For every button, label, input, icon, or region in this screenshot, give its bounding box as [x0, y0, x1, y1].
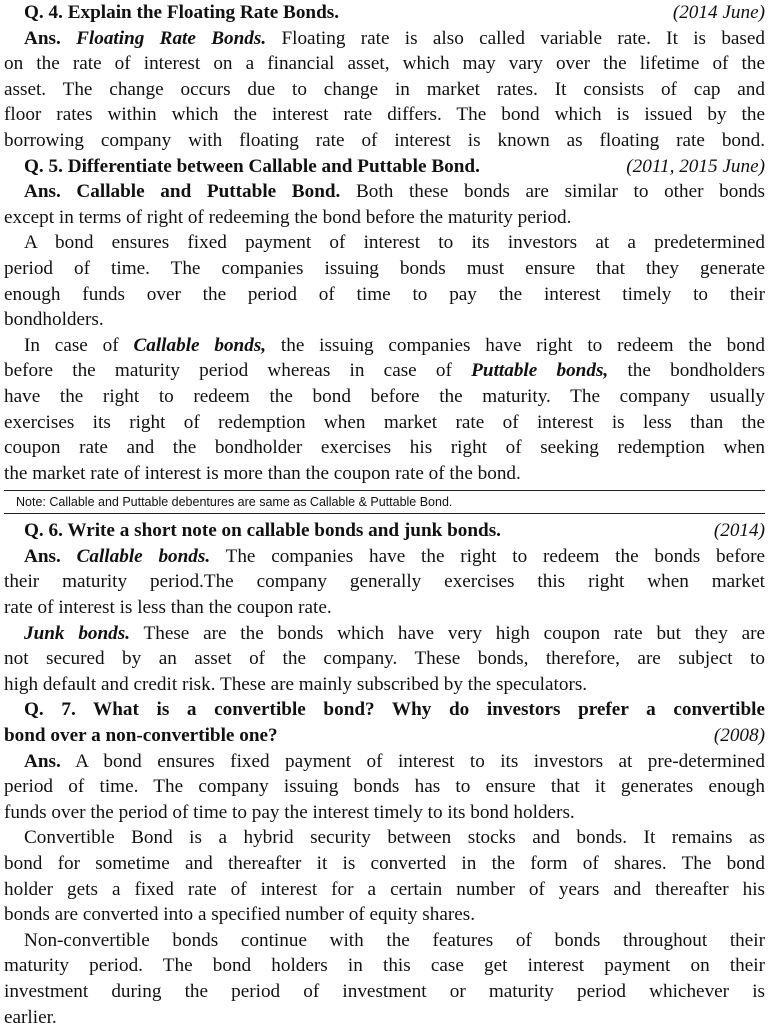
q4-ans-prefix: Ans. — [24, 27, 61, 49]
q4-answer-line-4: floor rates within which the interest rate differs. The bond which is issued by the — [4, 104, 765, 126]
q5-p3-l1-a: In case of — [24, 334, 119, 356]
q6-answer-line-3: rate of interest is less than the coupon rate. — [4, 597, 332, 619]
q7-para3-line-2: maturity period. The bond holders in this case get interest payment on their — [4, 955, 765, 977]
q6-ans-prefix: Ans. — [24, 545, 61, 567]
puttable-term: Puttable bonds, — [471, 360, 609, 382]
q5-para3-line-6: the market rate of interest is more than the coupon rate of the bond. — [4, 462, 521, 484]
q4-year: (2014 June) — [672, 2, 765, 23]
q5-answer-line-1 — [4, 179, 765, 205]
q7-year: (2008) — [713, 725, 765, 747]
q6-question-line — [4, 518, 765, 544]
q6-answer-line-2: their maturity period.The company generally exercises this right when market — [4, 571, 765, 593]
q5-para3-line-2 — [4, 358, 765, 384]
q5-line-1-rest: Both these bonds are similar to other bonds — [356, 181, 765, 203]
q5-year: (2011, 2015 June) — [626, 155, 765, 177]
q5-question: Q. 5. Differentiate between Callable and Puttable Bond. — [24, 155, 480, 177]
q6-question: Q. 6. Write a short note on callable bonds and junk bonds. — [24, 520, 501, 542]
note-box: Note: Callable and Puttable debentures are same as Callable & Puttable Bond. — [4, 490, 765, 514]
q6-term-junk: Junk bonds. — [24, 622, 131, 644]
q6-para2-line-2: not secured by an asset of the company. These bonds, therefore, are subject to — [4, 648, 765, 670]
q5-answer-line-2: except in terms of right of redeeming the bond before the maturity period. — [4, 206, 572, 228]
q4-question-line — [4, 0, 765, 26]
q7-para3-line-3: investment during the period of investment or maturity period whichever is — [4, 980, 765, 1002]
q4-answer-line-1 — [4, 26, 765, 52]
q4-answer-line-3: asset. The change occurs due to change in market rates. It consists of cap and — [4, 78, 765, 100]
q6-p2-line-1-rest: These are the bonds which have very high coupon rate but they are — [143, 622, 765, 644]
q5-para3-line-5: coupon rate and the bondholder exercises his right of seeking redemption when — [4, 437, 765, 459]
q7-answer-line-2: period of time. The company issuing bonds has to ensure that it generates enough — [4, 776, 765, 798]
q7-answer-line-1 — [4, 749, 765, 775]
q7-para2-line-2: bond for sometime and thereafter it is converted in the form of shares. The bond — [4, 853, 765, 874]
q5-para3-line-1 — [4, 333, 765, 359]
q7-line-1-rest: A bond ensures fixed payment of interest to its investors at pre-determined — [75, 750, 765, 772]
q6-para2-line-1 — [4, 621, 765, 647]
q6-para2-line-3: high default and credit risk. These are mainly subscribed by the speculators. — [4, 673, 588, 695]
q7-answer-line-3: funds over the period of time to pay the interest timely to its bond holders. — [4, 801, 575, 823]
q5-para2-line-3: enough funds over the period of time to pay the interest timely to their — [4, 283, 765, 305]
callable-term: Callable bonds, — [133, 334, 267, 356]
q7-para2-line-4: bonds are converted into a specified number of equity shares. — [4, 904, 476, 926]
q7-question-line-2 — [4, 723, 765, 749]
q7-para3-line-1: Non-convertible bonds continue with the features of bonds throughout their — [24, 929, 765, 951]
q4-answer-line-5: borrowing company with floating rate of interest is known as floating rate bond. — [4, 129, 765, 151]
q5-para2-line-4: bondholders. — [4, 309, 104, 331]
q5-para3-line-3: have the right to redeem the bond before the maturity. The company usually — [4, 385, 765, 407]
q7-para2-line-3: holder gets a fixed rate of interest for a certain number of years and thereafter his — [4, 878, 765, 900]
q4-answer-line-2: on the rate of interest on a financial asset, which may vary over the lifetime of the — [4, 53, 765, 75]
q5-para2-line-2: period of time. The companies issuing bonds must ensure that they generate — [4, 257, 765, 279]
q7-para2-line-1: Convertible Bond is a hybrid security between stocks and bonds. It remains as — [24, 827, 765, 849]
q6-line-1-rest: The companies have the right to redeem the bonds before — [225, 545, 765, 567]
q5-p3-l2-b: the bondholders — [627, 360, 765, 382]
q4-line-1-rest: Floating rate is also called variable rate. It is based — [281, 27, 765, 49]
q5-p3-l1-b: the issuing companies have right to redeem the bond — [280, 334, 765, 356]
q5-ans-head: Ans. Callable and Puttable Bond. — [24, 181, 341, 203]
q6-term-callable: Callable bonds. — [76, 545, 211, 567]
q4-question: Q. 4. Explain the Floating Rate Bonds. — [24, 2, 340, 23]
q5-question-line — [4, 154, 765, 180]
q5-para3-line-4: exercises its right of redemption when market rate of interest is less than the — [4, 411, 765, 433]
q4-term: Floating Rate Bonds. — [76, 27, 267, 49]
q7-question-line-1: Q. 7. What is a convertible bond? Why do investors prefer a convertible — [24, 699, 765, 721]
q6-year: (2014) — [713, 520, 765, 542]
q6-answer-line-1 — [4, 544, 765, 570]
q5-para2-line-1: A bond ensures fixed payment of interest to its investors at a predetermined — [24, 232, 765, 254]
q7-ans-prefix: Ans. — [24, 750, 61, 772]
q7-para3-line-4: earlier. — [4, 1006, 57, 1028]
q7-question-2: bond over a non-convertible one? — [4, 725, 278, 747]
q5-p3-l2-a: before the maturity period whereas in case of — [4, 360, 452, 382]
